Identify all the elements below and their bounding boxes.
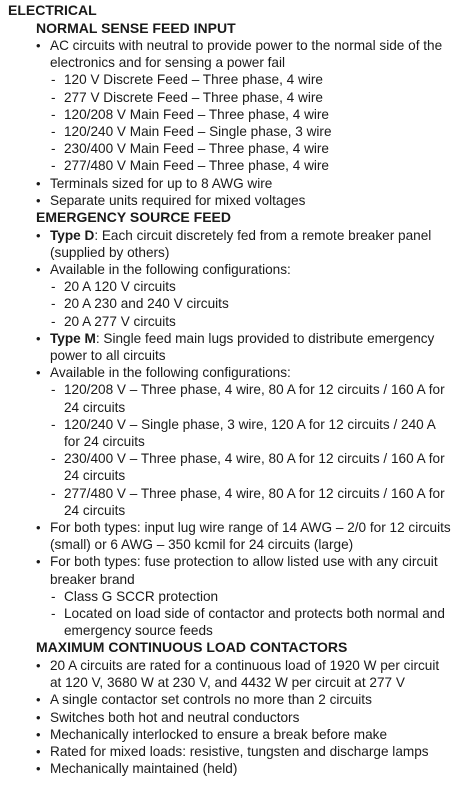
item-text: 277 V Discrete Feed – Three phase, 4 wire xyxy=(64,89,323,105)
list-item xyxy=(50,192,461,209)
section-heading: EMERGENCY SOURCE FEED xyxy=(36,209,231,226)
sub-list-item xyxy=(64,450,461,484)
item-text: Located on load side of contactor and protects both normal and emergency source feeds xyxy=(64,606,445,639)
sub-list-item xyxy=(64,157,461,174)
item-text: Separate units required for mixed voltages xyxy=(50,192,306,208)
sub-list-item xyxy=(64,278,461,295)
item-text: 120/208 V Main Feed – Three phase, 4 wire xyxy=(64,106,329,122)
item-text: For both types: input lug wire range of 14 AWG – 2/0 for 12 circuits (small) or 6 AWG – 350 kcmil for 24 circuits (large) xyxy=(50,519,451,553)
item-label: Type D xyxy=(50,227,95,243)
sub-list-item xyxy=(64,89,461,106)
item-text: AC circuits with neutral to provide power to the normal side of the electronics and for sensing a power fail xyxy=(50,38,443,71)
sub-list-item xyxy=(64,588,461,605)
item-text: Available in the following configurations: xyxy=(50,365,291,381)
list-item xyxy=(50,760,461,777)
section-heading: NORMAL SENSE FEED INPUT xyxy=(36,19,236,36)
sub-list-item xyxy=(64,485,461,519)
list-item xyxy=(50,709,461,726)
spec-list xyxy=(8,37,461,209)
item-text: Mechanically maintained (held) xyxy=(50,761,238,777)
sub-list-item xyxy=(64,106,461,123)
sections-container xyxy=(8,20,461,778)
list-item xyxy=(50,227,461,261)
list-item xyxy=(50,657,461,691)
section-heading: MAXIMUM CONTINUOUS LOAD CONTACTORS xyxy=(36,639,348,656)
spec-list xyxy=(8,657,461,777)
item-text: : Each circuit discretely fed from a remote breaker panel (supplied by others) xyxy=(50,227,432,260)
item-text: 120/240 V Main Feed – Single phase, 3 wire xyxy=(64,124,332,140)
sub-list-item xyxy=(64,295,461,312)
sub-list-item xyxy=(64,381,461,415)
item-text: 120 V Discrete Feed – Three phase, 4 wire xyxy=(64,72,323,88)
item-text: 20 A 120 V circuits xyxy=(64,279,176,295)
spec-section xyxy=(8,20,461,210)
list-item xyxy=(50,261,461,278)
list-item xyxy=(50,364,461,381)
item-text: Rated for mixed loads: resistive, tungsten and discharge lamps xyxy=(50,743,429,759)
sub-list-item xyxy=(64,313,461,330)
item-text: 277/480 V – Three phase, 4 wire, 80 A for 12 circuits / 160 A for 24 circuits xyxy=(64,485,445,518)
item-text: 20 A 277 V circuits xyxy=(64,313,176,329)
item-text: 20 A 230 and 240 V circuits xyxy=(64,296,229,312)
item-text: Available in the following configurations: xyxy=(50,261,291,277)
list-item xyxy=(50,726,461,743)
item-text: For both types: fuse protection to allow listed use with any circuit breaker brand xyxy=(50,554,438,587)
list-item xyxy=(50,330,461,364)
item-text: 120/240 V – Single phase, 3 wire, 120 A for 12 circuits / 240 A for 24 circuits xyxy=(64,416,436,449)
sub-list-item xyxy=(64,71,461,88)
item-text: 120/208 V – Three phase, 4 wire, 80 A for 12 circuits / 160 A for 24 circuits xyxy=(64,382,445,415)
item-text: Terminals sized for up to 8 AWG wire xyxy=(50,175,273,191)
list-item xyxy=(50,743,461,760)
item-text: Switches both hot and neutral conductors xyxy=(50,709,300,725)
item-text: 230/400 V – Three phase, 4 wire, 80 A for 12 circuits / 160 A for 24 circuits xyxy=(64,451,445,484)
item-text: A single contactor set controls no more than 2 circuits xyxy=(50,692,372,708)
item-text: 20 A circuits are rated for a continuous load of 1920 W per circuit at 120 V, 3680 W at 230 V, and 4432 W per circuit at 277 V xyxy=(50,657,440,691)
list-item xyxy=(50,37,461,71)
list-item xyxy=(50,691,461,708)
item-text: Class G SCCR protection xyxy=(64,588,219,604)
list-item xyxy=(50,553,461,587)
spec-section xyxy=(8,639,461,777)
item-text: Mechanically interlocked to ensure a break before make xyxy=(50,726,388,742)
item-text: 277/480 V Main Feed – Three phase, 4 wire xyxy=(64,158,329,174)
sub-list-item xyxy=(64,140,461,157)
item-text: : Single feed main lugs provided to distribute emergency power to all circuits xyxy=(50,330,435,363)
sub-list-item xyxy=(64,605,461,639)
spec-list xyxy=(8,227,461,640)
item-text: 230/400 V Main Feed – Three phase, 4 wire xyxy=(64,141,329,157)
list-item xyxy=(50,519,461,553)
item-label: Type M xyxy=(50,330,96,346)
spec-section xyxy=(8,209,461,639)
section-title: ELECTRICAL xyxy=(8,2,97,18)
list-item xyxy=(50,175,461,192)
sub-list-item xyxy=(64,123,461,140)
sub-list-item xyxy=(64,416,461,450)
